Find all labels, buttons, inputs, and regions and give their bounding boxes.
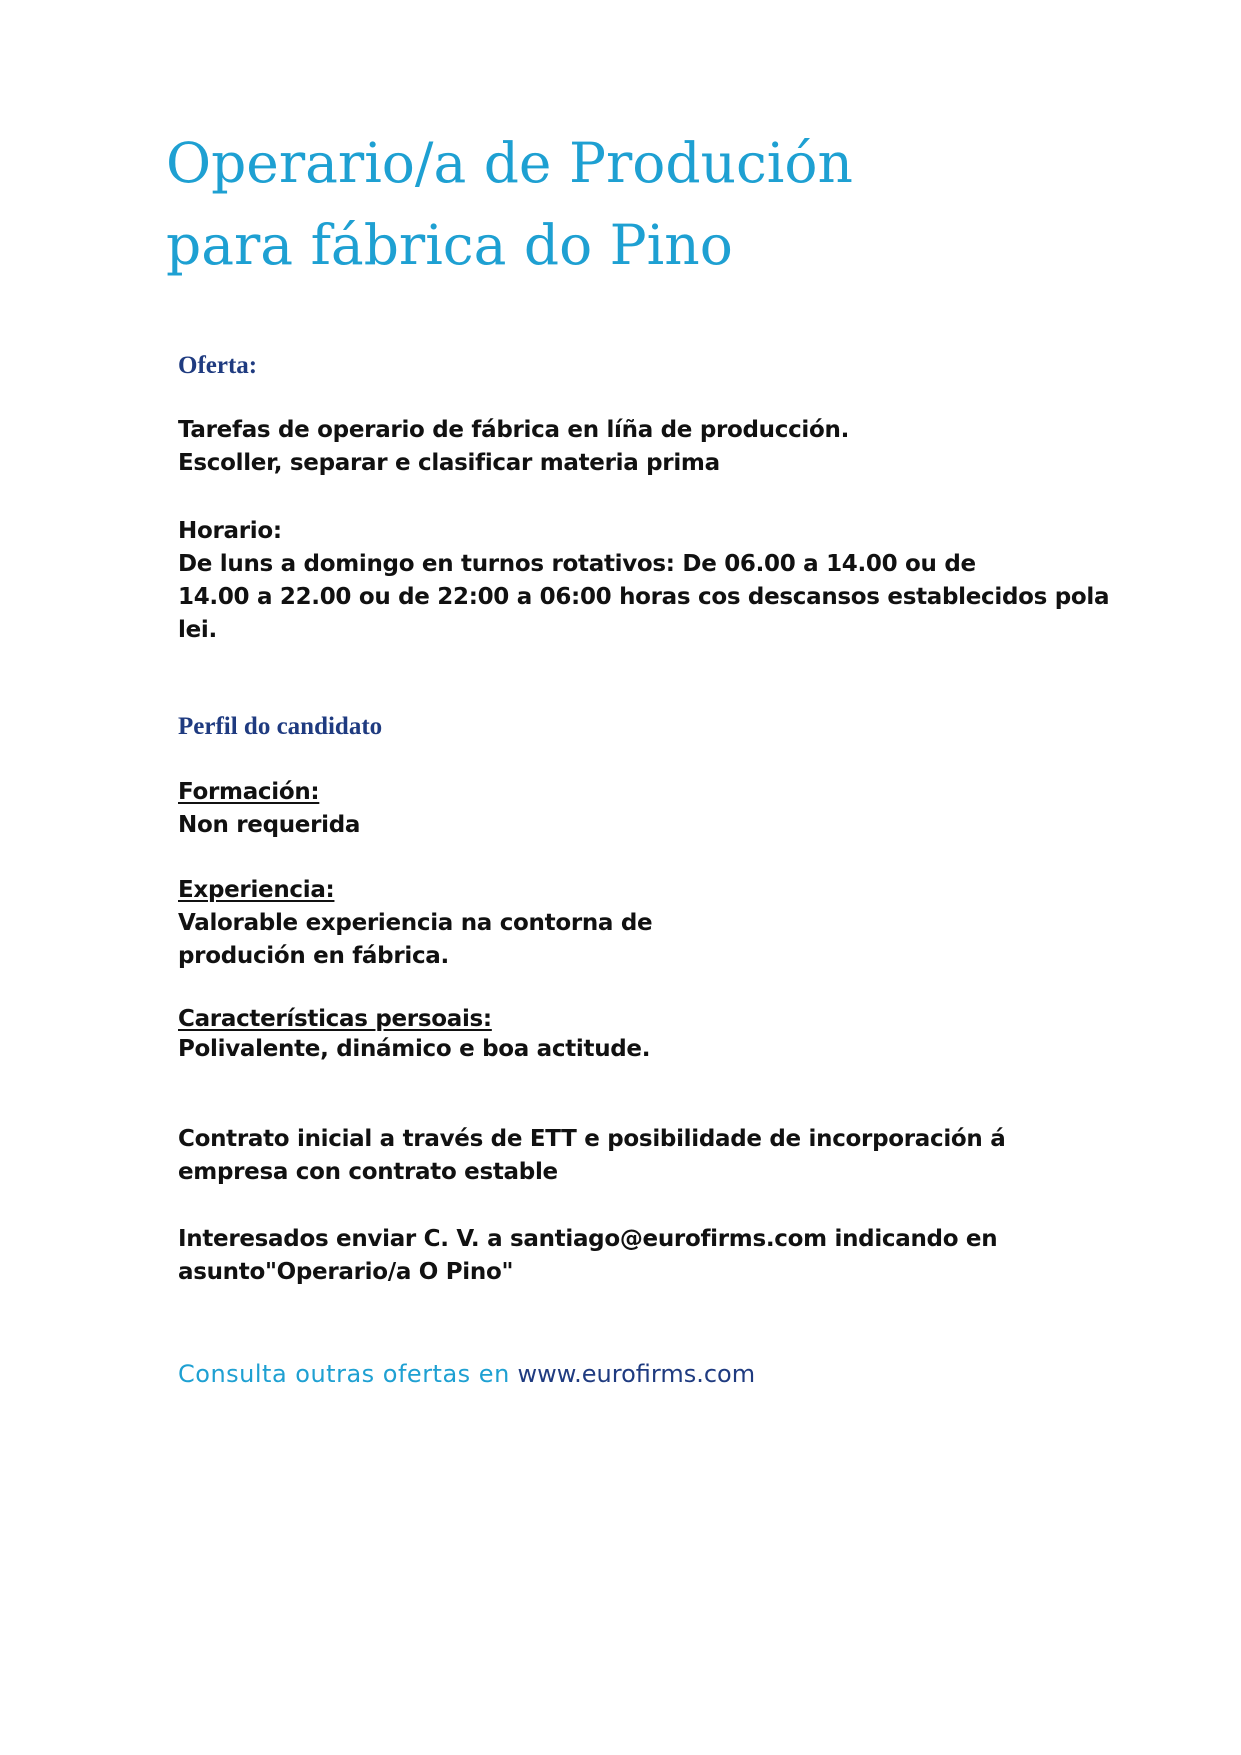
title-line-2: para fábrica do Pino (166, 213, 733, 277)
oferta-tasks (178, 414, 849, 480)
experiencia-block (178, 874, 652, 973)
footer-note (178, 1357, 755, 1391)
contrato-line-1: Contrato inicial a través de ETT e posibilidade de incorporación á (178, 1126, 1006, 1152)
caracteristicas-value: Polivalente, dinámico e boa actitude. (178, 1036, 651, 1062)
horario-label: Horario: (178, 518, 282, 544)
title-line-1: Operario/a de Produción (166, 131, 853, 195)
aplicar-block (178, 1223, 997, 1289)
footer-link[interactable]: www.eurofirms.com (517, 1360, 756, 1388)
formacion-label: Formación: (178, 779, 320, 805)
contrato-block (178, 1123, 1005, 1189)
aplicar-line-2: asunto"Operario/a O Pino" (178, 1259, 514, 1285)
experiencia-label: Experiencia: (178, 877, 335, 903)
formacion-block (178, 776, 360, 842)
horario-block (178, 515, 1109, 647)
formacion-value: Non requerida (178, 812, 361, 838)
caracteristicas-label: Características persoais: (178, 1006, 492, 1032)
page-title (166, 122, 853, 286)
footer-lead: Consulta outras ofertas en (178, 1360, 510, 1388)
contrato-line-2: empresa con contrato estable (178, 1159, 558, 1185)
caracteristicas-block (178, 1004, 650, 1064)
horario-line-3: lei. (178, 617, 217, 643)
oferta-task-1: Tarefas de operario de fábrica en líña de producción. (178, 417, 850, 443)
experiencia-line-1: Valorable experiencia na contorna de (178, 910, 653, 936)
oferta-heading: Oferta: (178, 352, 258, 379)
horario-line-2: 14.00 a 22.00 ou de 22:00 a 06:00 horas cos descansos establecidos pola (178, 584, 1110, 610)
experiencia-line-2: produción en fábrica. (178, 943, 449, 969)
perfil-heading: Perfil do candidato (178, 713, 383, 740)
oferta-task-2: Escoller, separar e clasificar materia prima (178, 450, 720, 476)
aplicar-line-1: Interesados enviar C. V. a santiago@eurofirms.com indicando en (178, 1226, 998, 1252)
horario-line-1: De luns a domingo en turnos rotativos: De 06.00 a 14.00 ou de (178, 551, 976, 577)
